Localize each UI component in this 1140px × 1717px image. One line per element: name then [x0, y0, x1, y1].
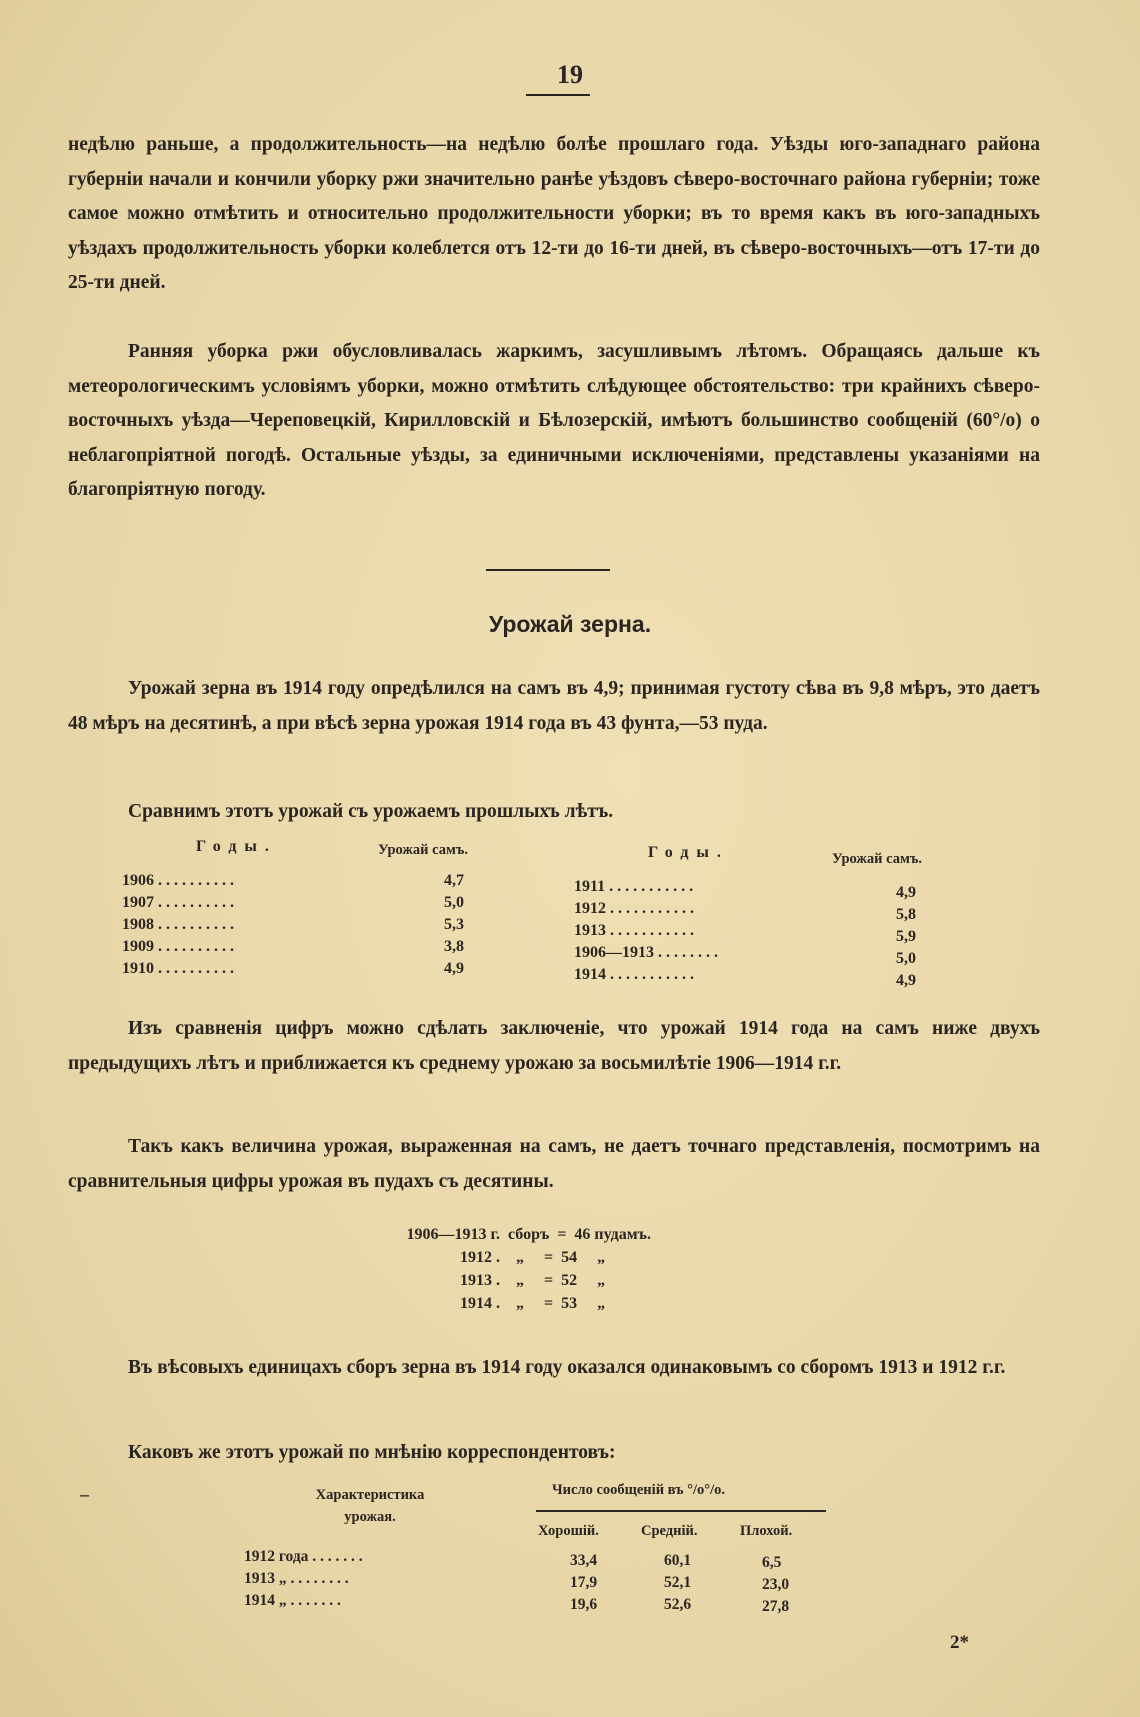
paragraph-4: Сравнимъ этотъ урожай съ урожаемъ прошлыхъ лѣтъ. [128, 801, 614, 822]
document-page: 19 недѣлю раньше, а продолжительность—на недѣлю болѣе прошлаго года. Уѣзды юго-западнаго района губерніи начали и кончили уборку ржи значительно ранѣе уѣздовъ сѣверо-восточнаго района губерніи; тоже самое можно отмѣтить и относительно продолжительности уборки; въ то время какъ въ юго-западныхъ уѣздахъ продолжительность уборки колеблется отъ 12-ти до 16-ти дней, въ сѣверо-восточныхъ—отъ 17-ти до 25-ти дней. Ранняя уборка ржи обусловливалась жаркимъ, засушливымъ лѣтомъ. Обращаясь дальше къ метеорологическимъ условіямъ уборки, можно отмѣтить слѣдующее обстоятельство: три крайнихъ сѣверо-восточныхъ уѣзда—Череповецкій, Кирилловскій и Бѣлозерскій, имѣютъ большинство сообщеній (60°/о) о неблагопріятной погодѣ. Остальные уѣзды, за единичными исключеніями, представлены указаніями на благопріятную погоду. Урожай зерна. Урожай зерна въ 1914 году опредѣлился на самъ въ 4,9; принимая густоту сѣва въ 9,8 мѣръ, это даетъ 48 мѣръ на десятинѣ, а при вѣсѣ зерна урожая 1914 года въ 43 фунта,—53 пуда. Сравнимъ этотъ урожай съ урожаемъ прошлыхъ лѣтъ. Годы. Урожай самъ. Годы. Урожай самъ. 1906 . . . . . . . . . . 1907 . . . . . . . . . . 1908 . . . . . . . . . . 1909 . . . . . . . . . . 1910 . . . . . . . . . . 4,7 5,0 5,3 3,8 4,9 1911 . . . . . . . . . . . 1912 . . . . . . . . . . . 1913 . . . . . . . . . . . 1906—1913 . . . . . . . . 1914 . . . . . . . . . . . 4,9 5,8 5,9 5,0 4,9 Изъ сравненія цифръ можно сдѣлать заключеніе, что урожай 1914 года на самъ ниже двухъ предыдущихъ лѣтъ и приближается къ среднему урожаю за восьмилѣтіе 1906—1914 г.г. Такъ какъ величина урожая, выраженная на самъ, не даетъ точнаго представленія, посмотримъ на сравнительныя цифры урожая въ пудахъ съ десятины. 1906—1913 г. 1912 . 1913 . 1914 . сборъ = 46 пудамъ. „ = 54 „ „ = 52 „ „ = 53 „ Въ вѣсовыхъ единицахъ сборъ зерна въ 1914 году оказался одинаковымъ со сборомъ 1913 и 1912 г.г. Каковъ же этотъ урожай по мнѣнію корреспондентовъ: – Характеристика урожая. Число сообщеній въ °/о°/о. Хорошій. Средній. Плохой. 1912 года . . . . . . . 1913 „ . . . . . . . . 1914 „ . . . . . . . 33,4 17,9 19,6 60,1 52,1 52,6 6,5 23,0 27,8 2* [0, 0, 1140, 1717]
corr-cell-mid: 52,1 [664, 1574, 692, 1591]
section-separator [486, 569, 610, 571]
corr-subheader-mid: Средній. [641, 1523, 698, 1539]
corr-cell-mid: 60,1 [664, 1552, 692, 1569]
corr-subheader-good: Хорошій. [538, 1523, 599, 1539]
corr-cell-mid: 52,6 [664, 1596, 692, 1613]
paragraph-6: Такъ какъ величина урожая, выраженная на самъ, не даетъ точнаго представленія, посмотримъ на сравнительныя цифры урожая въ пудахъ съ десятины. [68, 1136, 1040, 1192]
paragraph-2: Ранняя уборка ржи обусловливалась жаркимъ, засушливымъ лѣтомъ. Обращаясь дальше къ метеорологическимъ условіямъ уборки, можно отмѣтить слѣдующее обстоятельство: три крайнихъ сѣверо-восточныхъ уѣзда—Череповецкій, Кирилловскій и Бѣлозерскій, имѣютъ большинство сообщеній (60°/о) о неблагопріятной погодѣ. Остальные уѣзды, за единичными исключеніями, представлены указаніями на благопріятную погоду. [68, 341, 1040, 500]
paragraph-5: Изъ сравненія цифръ можно сдѣлать заключеніе, что урожай 1914 года на самъ ниже двухъ предыдущихъ лѣтъ и приближается къ среднему урожаю за восьмилѣтіе 1906—1914 г.г. [68, 1018, 1040, 1074]
dash-mark: – [80, 1484, 89, 1504]
corr-cell-bad: 6,5 [762, 1554, 782, 1571]
page-number-rule [526, 94, 590, 96]
corr-header-rule [536, 1510, 826, 1512]
corr-cell-good: 19,6 [570, 1596, 598, 1613]
sbor-values: сборъ = 46 пудамъ. „ = 54 „ „ = 52 „ „ = 53 „ [508, 1226, 651, 1312]
corr-cell-bad: 23,0 [762, 1576, 790, 1593]
paragraph-8: Каковъ же этотъ урожай по мнѣнію корреспондентовъ: [128, 1442, 616, 1463]
page-number: 19 [557, 60, 583, 89]
corr-cell-good: 33,4 [570, 1552, 598, 1569]
paragraph-3: Урожай зерна въ 1914 году опредѣлился на самъ въ 4,9; принимая густоту сѣва въ 9,8 мѣръ, это даетъ 48 мѣръ на десятинѣ, а при вѣсѣ зерна урожая 1914 года въ 43 фунта,—53 пуда. [68, 678, 1040, 734]
corr-row-label: 1913 „ . . . . . . . . [244, 1570, 349, 1587]
section-title: Урожай зерна. [488, 611, 652, 637]
corr-cell-good: 17,9 [570, 1574, 598, 1591]
corr-subheader-bad: Плохой. [740, 1523, 793, 1539]
corr-cell-bad: 27,8 [762, 1598, 790, 1615]
corr-header-characteristic: Характеристика урожая. [315, 1487, 425, 1525]
paragraph-1: недѣлю раньше, а продолжительность—на недѣлю болѣе прошлаго года. Уѣзды юго-западнаго района губерніи начали и кончили уборку ржи значительно ранѣе уѣздовъ сѣверо-восточнаго района губерніи; тоже самое можно отмѣтить и относительно продолжительности уборки; въ то время какъ въ юго-западныхъ уѣздахъ продолжительность уборки колеблется отъ 12-ти до 16-ти дней, въ сѣверо-восточныхъ—отъ 17-ти до 25-ти дней. [68, 134, 1040, 293]
signature-mark: 2* [950, 1632, 969, 1653]
corr-row-label: 1912 года . . . . . . . [244, 1548, 363, 1565]
corr-header-count: Число сообщеній въ °/о°/о. [552, 1482, 725, 1498]
paragraph-7: Въ вѣсовыхъ единицахъ сборъ зерна въ 1914 году оказался одинаковымъ со сборомъ 1913 и 1912 г.г. [128, 1357, 1006, 1378]
corr-row-label: 1914 „ . . . . . . . [244, 1592, 341, 1609]
